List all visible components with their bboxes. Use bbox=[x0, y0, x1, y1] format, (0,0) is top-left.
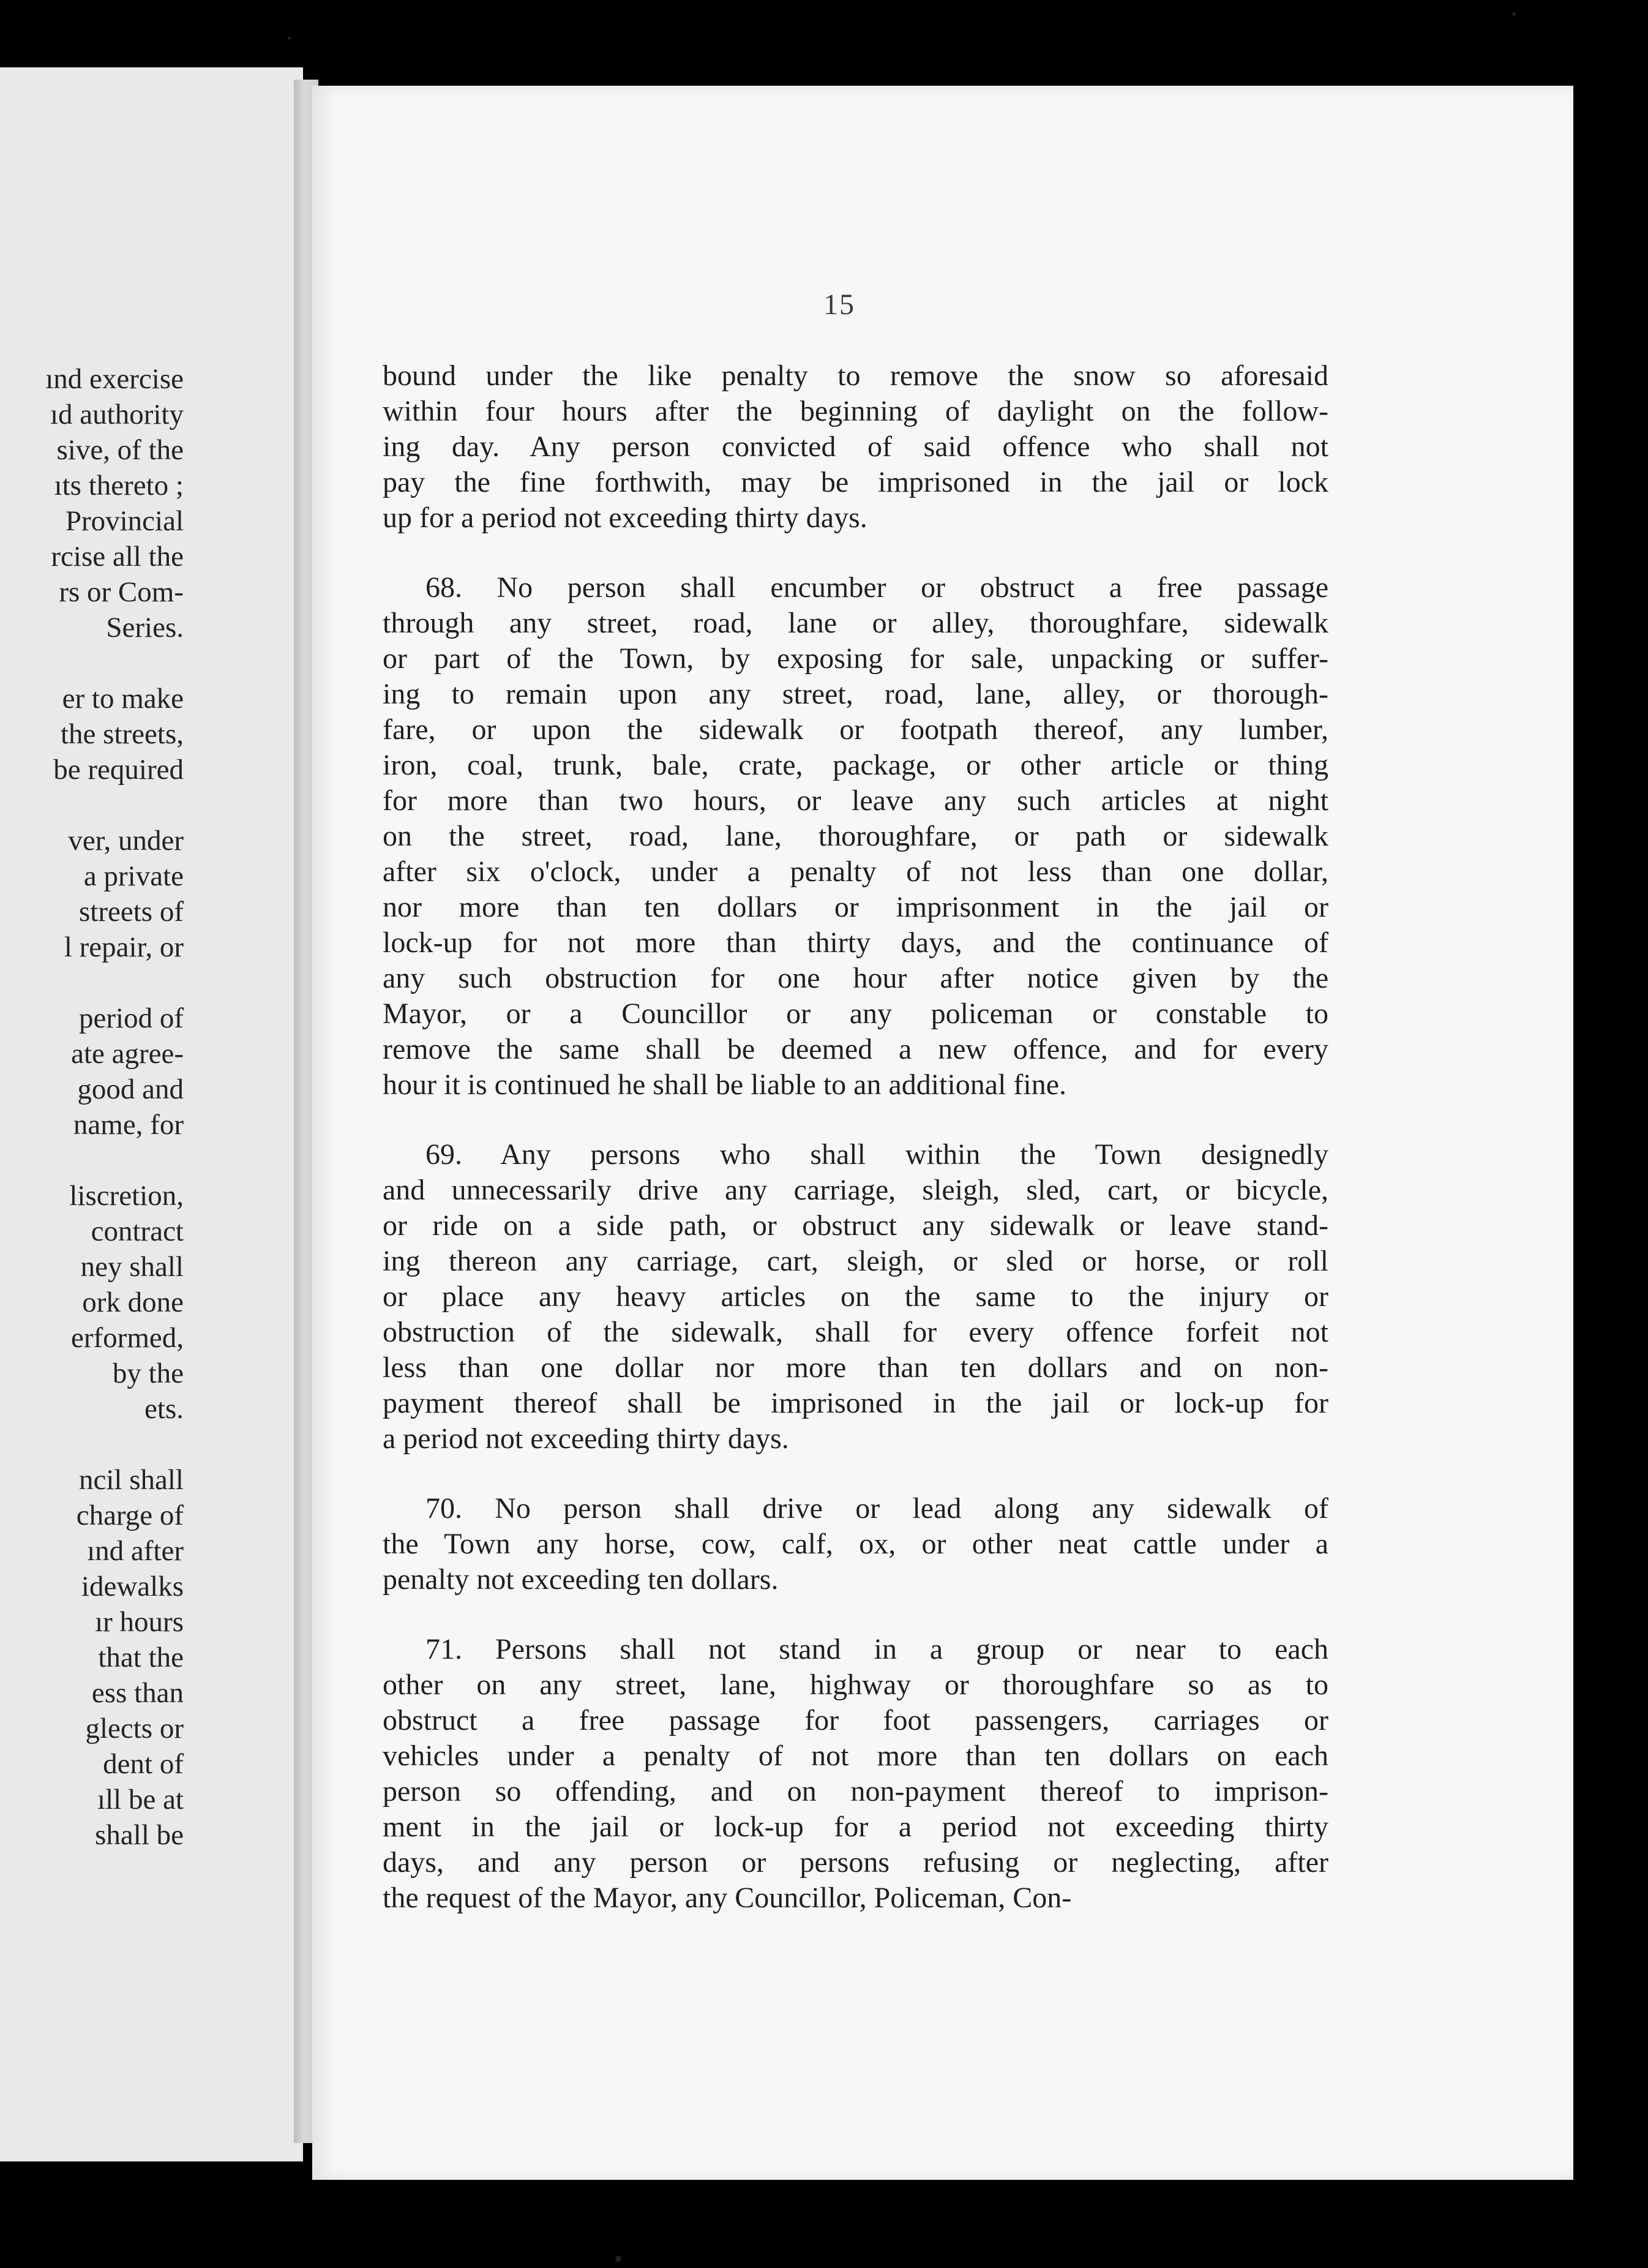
previous-page-line: glects or bbox=[85, 1713, 184, 1744]
previous-page-line: a private bbox=[83, 860, 184, 892]
previous-page-line: Series. bbox=[106, 612, 184, 644]
previous-page-line: streets of bbox=[79, 896, 184, 928]
text-line: a period not exceeding thirty days. bbox=[383, 1422, 789, 1455]
text-line: or part of the Town, by exposing for sale, unpacking or suffer- bbox=[383, 642, 1328, 675]
previous-page-line: rcise all the bbox=[51, 541, 184, 573]
previous-page-line: ate agree- bbox=[71, 1038, 184, 1070]
previous-page-line: liscretion, bbox=[69, 1180, 184, 1212]
previous-page-line: ess than bbox=[91, 1677, 184, 1709]
text-line: vehicles under a penalty of not more than ten dollars on each bbox=[383, 1740, 1328, 1772]
text-line: days, and any person or persons refusing or neglecting, after bbox=[383, 1846, 1328, 1879]
paragraph bbox=[383, 358, 1328, 536]
previous-page-line: dent of bbox=[103, 1748, 184, 1780]
previous-page-line: name, for bbox=[73, 1109, 184, 1141]
text-line: obstruction of the sidewalk, shall for every offence forfeit not bbox=[383, 1316, 1328, 1348]
text-line: and unnecessarily drive any carriage, sleigh, sled, cart, or bicycle, bbox=[383, 1174, 1328, 1206]
text-line: fare, or upon the sidewalk or footpath thereof, any lumber, bbox=[383, 713, 1328, 746]
previous-page-line: ncil shall bbox=[79, 1464, 184, 1496]
previous-page-line: by the bbox=[112, 1357, 184, 1389]
text-line: payment thereof shall be imprisoned in the jail or lock-up for bbox=[383, 1387, 1328, 1419]
previous-page-line: ets. bbox=[144, 1393, 184, 1425]
text-line: remove the same shall be deemed a new offence, and for every bbox=[383, 1033, 1328, 1065]
text-line: ing day. Any person convicted of said offence who shall not bbox=[383, 430, 1328, 463]
text-line: for more than two hours, or leave any such articles at night bbox=[383, 784, 1328, 817]
previous-page-line: ıts thereto ; bbox=[54, 470, 184, 501]
dust-speck bbox=[615, 2256, 621, 2262]
text-line: nor more than ten dollars or imprisonment in the jail or bbox=[383, 891, 1328, 923]
text-line: within four hours after the beginning of daylight on the follow- bbox=[383, 395, 1328, 427]
page-number: 15 bbox=[823, 288, 855, 321]
paragraph bbox=[383, 1491, 1328, 1598]
text-line: or ride on a side path, or obstruct any sidewalk or leave stand- bbox=[383, 1209, 1328, 1242]
dust-speck bbox=[288, 37, 291, 40]
text-line: pay the fine forthwith, may be imprisoned in the jail or lock bbox=[383, 466, 1328, 498]
text-line: on the street, road, lane, thoroughfare, or path or sidewalk bbox=[383, 820, 1328, 852]
text-line: any such obstruction for one hour after notice given by the bbox=[383, 962, 1328, 994]
paragraph bbox=[383, 1137, 1328, 1457]
previous-page-line: rs or Com- bbox=[59, 576, 184, 608]
text-line: less than one dollar nor more than ten dollars and on non- bbox=[383, 1351, 1328, 1384]
text-line: the Town any horse, cow, calf, ox, or other neat cattle under a bbox=[383, 1528, 1328, 1560]
page-body-text bbox=[383, 358, 1328, 1950]
text-line: other on any street, lane, highway or thoroughfare so as to bbox=[383, 1669, 1328, 1701]
previous-page-line: ıll be at bbox=[97, 1784, 184, 1816]
previous-page-line: Provincial bbox=[65, 505, 184, 537]
previous-page-line: that the bbox=[98, 1642, 184, 1673]
text-line: hour it is continued he shall be liable to an additional fine. bbox=[383, 1068, 1067, 1101]
previous-page-line: contract bbox=[91, 1215, 184, 1247]
text-line: ing to remain upon any street, road, lane, alley, or thorough- bbox=[383, 678, 1328, 710]
previous-page-line: be required bbox=[53, 754, 184, 786]
text-line: the request of the Mayor, any Councillor, Policeman, Con- bbox=[383, 1882, 1072, 1914]
text-line: Mayor, or a Councillor or any policeman or constable to bbox=[383, 997, 1328, 1030]
previous-page-line: good and bbox=[77, 1073, 184, 1105]
previous-page-line: ır hours bbox=[95, 1606, 184, 1638]
text-line: obstruct a free passage for foot passengers, carriages or bbox=[383, 1704, 1328, 1737]
text-line: penalty not exceeding ten dollars. bbox=[383, 1563, 779, 1596]
text-line: 69. Any persons who shall within the Town designedly bbox=[425, 1138, 1328, 1171]
dust-speck bbox=[1512, 12, 1516, 16]
previous-page-line: erformed, bbox=[71, 1322, 184, 1354]
previous-page-line: ınd after bbox=[87, 1535, 184, 1567]
previous-page-line: ver, under bbox=[68, 825, 184, 857]
previous-page-line: ınd exercise bbox=[45, 363, 184, 395]
text-line: after six o'clock, under a penalty of not less than one dollar, bbox=[383, 855, 1328, 888]
previous-page-line: ney shall bbox=[80, 1251, 184, 1283]
previous-page-line: charge of bbox=[76, 1500, 184, 1531]
previous-page bbox=[0, 67, 303, 2161]
text-line: bound under the like penalty to remove the snow so aforesaid bbox=[383, 359, 1328, 392]
previous-page-line: shall be bbox=[95, 1819, 184, 1851]
text-line: person so offending, and on non-payment thereof to imprison- bbox=[383, 1775, 1328, 1808]
text-line: 71. Persons shall not stand in a group or near to each bbox=[425, 1633, 1328, 1665]
previous-page-line: period of bbox=[79, 1002, 184, 1034]
text-line: ment in the jail or lock-up for a period not exceeding thirty bbox=[383, 1811, 1328, 1843]
text-line: or place any heavy articles on the same to the injury or bbox=[383, 1280, 1328, 1313]
text-line: 70. No person shall drive or lead along any sidewalk of bbox=[425, 1492, 1328, 1525]
previous-page-line: er to make bbox=[62, 683, 184, 715]
text-line: through any street, road, lane or alley, thoroughfare, sidewalk bbox=[383, 607, 1328, 639]
previous-page-line: l repair, or bbox=[64, 931, 184, 963]
text-line: 68. No person shall encumber or obstruct a free passage bbox=[425, 571, 1328, 604]
previous-page-line: sive, of the bbox=[56, 434, 184, 466]
text-line: iron, coal, trunk, bale, crate, package, or other article or thing bbox=[383, 749, 1328, 781]
text-line: ing thereon any carriage, cart, sleigh, or sled or horse, or roll bbox=[383, 1245, 1328, 1277]
text-line: lock-up for not more than thirty days, and the continuance of bbox=[383, 926, 1328, 959]
text-line: up for a period not exceeding thirty days. bbox=[383, 501, 867, 534]
paragraph bbox=[383, 1632, 1328, 1916]
previous-page-line: the streets, bbox=[61, 718, 184, 750]
previous-page-line: idewalks bbox=[81, 1571, 184, 1602]
paragraph bbox=[383, 570, 1328, 1103]
previous-page-line: ıd authority bbox=[50, 399, 184, 430]
previous-page-line: ork done bbox=[82, 1286, 184, 1318]
